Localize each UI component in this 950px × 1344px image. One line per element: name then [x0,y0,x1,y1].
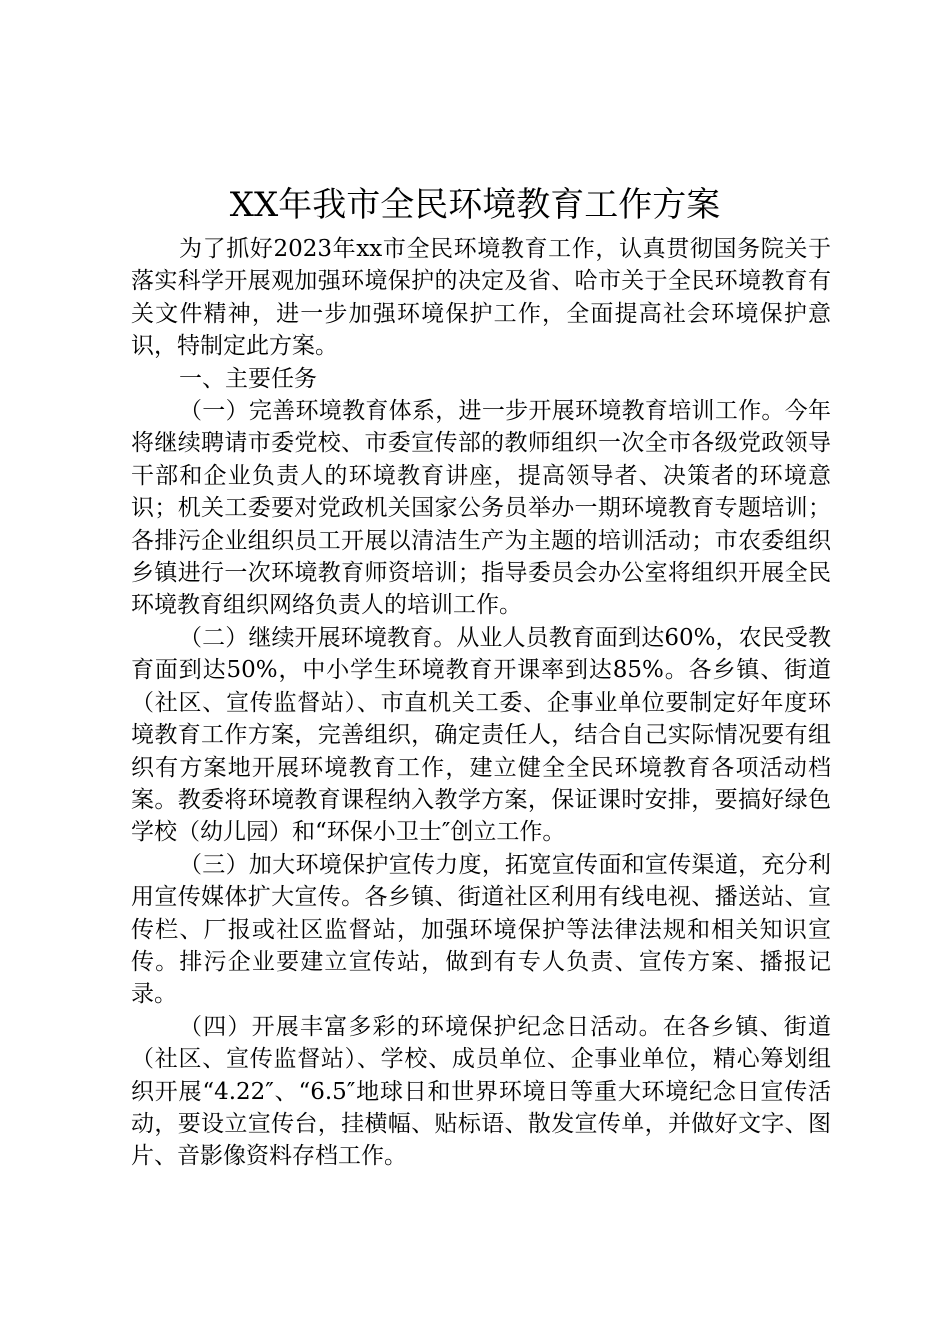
document-title: XX年我市全民环境教育工作方案 [229,185,721,225]
task-paragraph-3: （三）加大环境保护宣传力度，拓宽宣传面和宣传渠道，充分利用宣传媒体扩大宣传。各乡镇、街道社区利用有线电视、播送站、宣传栏、厂报或社区监督站，加强环境保护等法律法规和相关知识宣传。排污企业要建立宣传站，做到有专人负责、宣传方案、播报记录。 [131,851,831,1008]
intro-paragraph: 为了抓好2023年xx市全民环境教育工作，认真贯彻国务院关于落实科学开展观加强环境保护的决定及省、哈市关于全民环境教育有关文件精神，进一步加强环境保护工作，全面提高社会环境保护意识，特制定此方案。 [131,236,831,360]
task-paragraph-2: （二）继续开展环境教育。从业人员教育面到达60%，农民受教育面到达50%，中小学生环境教育开课率到达85%。各乡镇、街道（社区、宣传监督站）、市直机关工委、企事业单位要制定好年度环境教育工作方案，完善组织，确定责任人，结合自己实际情况要有组织有方案地开展环境教育工作，建立健全全民环境教育各项活动档案。教委将环境教育课程纳入教学方案，保证课时安排，要搞好绿色学校（幼儿园）和“环保小卫士″创立工作。 [131,624,831,846]
task-paragraph-4: （四）开展丰富多彩的环境保护纪念日活动。在各乡镇、街道（社区、宣传监督站）、学校、成员单位、企事业单位，精心筹划组织开展“4.22″、“6.5″地球日和世界环境日等重大环境纪念日宣传活动，要设立宣传台，挂横幅、贴标语、散发宣传单，并做好文字、图片、音影像资料存档工作。 [131,1013,831,1170]
task-paragraph-1: （一）完善环境教育体系，进一步开展环境教育培训工作。今年将继续聘请市委党校、市委宣传部的教师组织一次全市各级党政领导干部和企业负责人的环境教育讲座，提高领导者、决策者的环境意识；机关工委要对党政机关国家公务员举办一期环境教育专题培训；各排污企业组织员工开展以清洁生产为主题的培训活动；市农委组织乡镇进行一次环境教育师资培训；指导委员会办公室将组织开展全民环境教育组织网络负责人的培训工作。 [131,398,831,619]
document-body [131,233,831,1173]
section-heading-main-tasks: 一、主要任务 [179,365,317,392]
